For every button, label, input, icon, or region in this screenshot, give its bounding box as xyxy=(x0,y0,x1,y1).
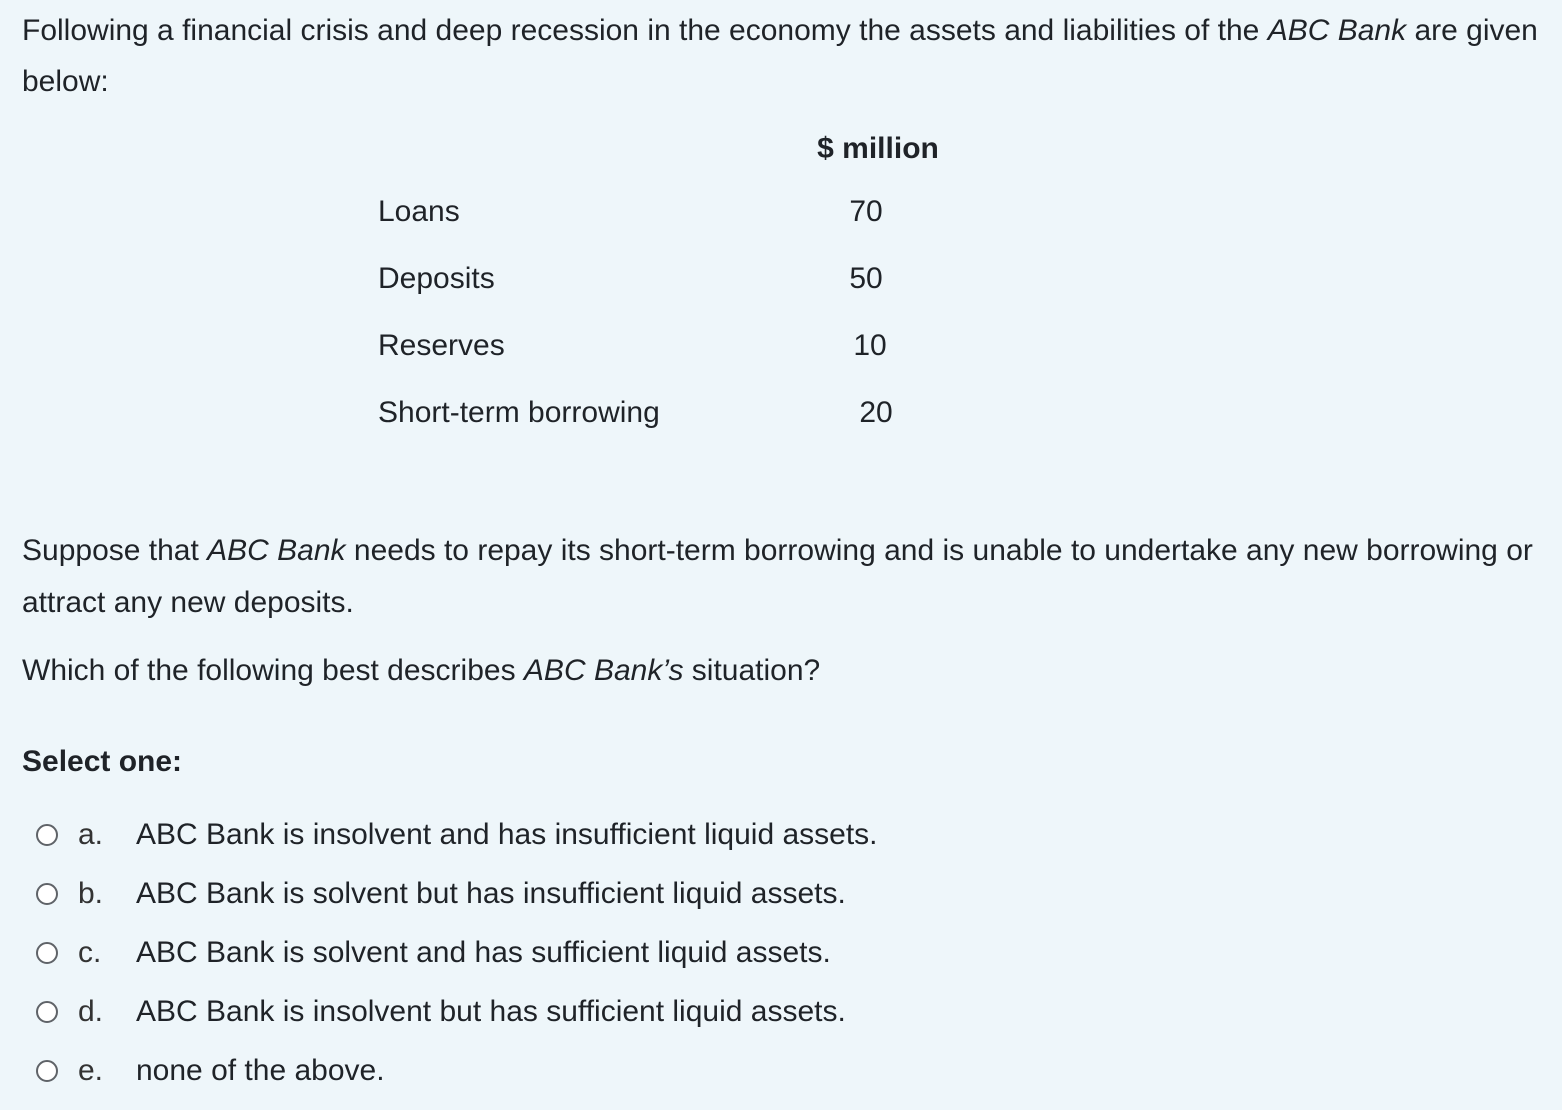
row-value-text: 50 xyxy=(849,261,883,295)
option-letter: c. xyxy=(78,935,102,969)
bank-name: ABC Bank xyxy=(1267,14,1407,47)
question-text-end: situation? xyxy=(683,654,821,687)
radio-button-c[interactable] xyxy=(36,942,58,964)
row-label: Short-term borrowing xyxy=(378,395,660,429)
table-header-unit: $ million xyxy=(817,132,939,165)
row-value xyxy=(798,178,958,245)
table-row xyxy=(378,379,958,446)
radio-button-d[interactable] xyxy=(36,1001,58,1023)
option-letter: b. xyxy=(78,876,104,910)
row-value xyxy=(798,379,958,446)
row-label: Loans xyxy=(378,194,460,228)
option-letter: d. xyxy=(78,994,104,1028)
question-text xyxy=(22,645,1552,696)
question-text-start: Which of the following best describes xyxy=(22,654,524,687)
scenario-text xyxy=(22,525,1552,629)
row-value-text: 70 xyxy=(849,194,883,228)
table-header-row xyxy=(378,120,958,178)
row-value xyxy=(798,312,958,379)
row-value-text: 10 xyxy=(853,328,887,362)
row-value-text: 20 xyxy=(859,395,893,429)
radio-button-b[interactable] xyxy=(36,883,58,905)
bank-name: ABC Bank’s xyxy=(523,654,684,687)
option-text[interactable]: ABC Bank is insolvent but has sufficient liquid assets. xyxy=(136,994,846,1028)
answer-option-c[interactable] xyxy=(36,923,878,982)
row-label: Deposits xyxy=(378,261,495,295)
table-row xyxy=(378,245,958,312)
answer-options xyxy=(36,805,878,1100)
option-text[interactable]: ABC Bank is solvent and has sufficient liquid assets. xyxy=(136,935,831,969)
balance-sheet-table xyxy=(378,120,958,446)
answer-option-a[interactable] xyxy=(36,805,878,864)
radio-button-a[interactable] xyxy=(36,824,58,846)
row-label: Reserves xyxy=(378,328,505,362)
answer-option-e[interactable] xyxy=(36,1041,878,1100)
answer-option-d[interactable] xyxy=(36,982,878,1041)
intro-text-end: are given below: xyxy=(22,14,1538,98)
radio-button-e[interactable] xyxy=(36,1060,58,1082)
scenario-text-start: Suppose that xyxy=(22,534,208,567)
row-value xyxy=(798,245,958,312)
option-text[interactable]: ABC Bank is solvent but has insufficient liquid assets. xyxy=(136,876,846,910)
option-text[interactable]: none of the above. xyxy=(136,1053,385,1087)
answer-option-b[interactable] xyxy=(36,864,878,923)
bank-name: ABC Bank xyxy=(207,534,346,567)
table-row xyxy=(378,178,958,245)
table-row xyxy=(378,312,958,379)
select-one-label: Select one: xyxy=(22,745,183,778)
scenario-text-end: needs to repay its short-term borrowing and is unable to undertake any new borrowing or attract any new deposits. xyxy=(22,534,1533,619)
option-letter: e. xyxy=(78,1053,104,1087)
table-header-empty xyxy=(378,120,798,178)
option-text[interactable]: ABC Bank is insolvent and has insufficient liquid assets. xyxy=(136,817,878,851)
intro-text-start: Following a financial crisis and deep recession in the economy the assets and liabilities of the xyxy=(22,14,1268,47)
option-letter: a. xyxy=(78,817,104,851)
intro-text xyxy=(22,5,1552,107)
